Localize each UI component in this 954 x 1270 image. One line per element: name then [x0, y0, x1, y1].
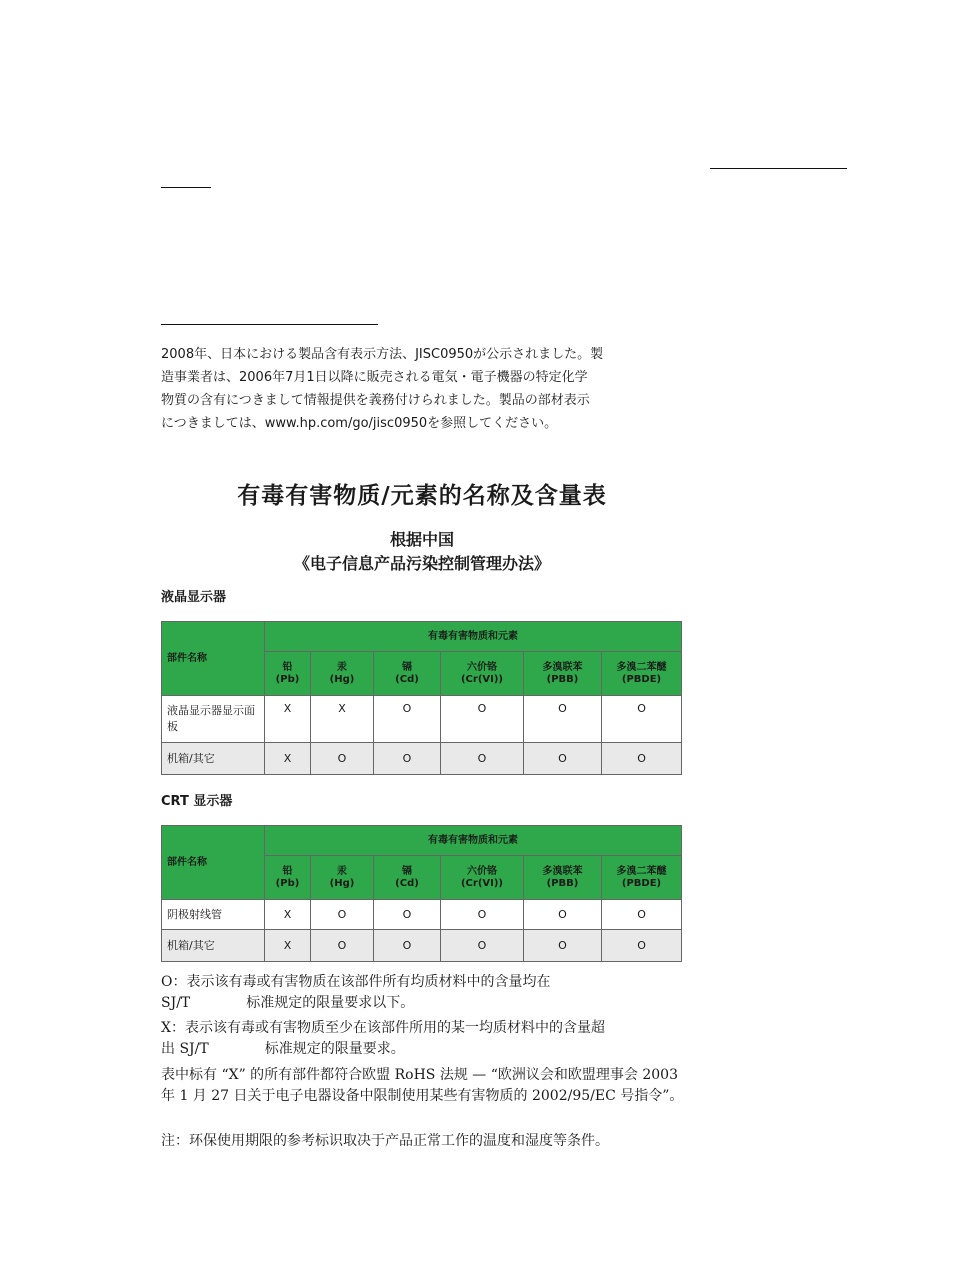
- note-o-definition: [161, 972, 691, 1014]
- note-o-line-2: [161, 993, 691, 1014]
- note-x-definition: [161, 1018, 691, 1060]
- standard-ref: 出 SJ/T: [161, 1041, 209, 1057]
- col-en: (PBB): [546, 673, 579, 685]
- col-header-pbde: [602, 856, 682, 900]
- value-cell: O: [311, 930, 374, 962]
- value-cell: O: [374, 696, 441, 743]
- section-label-lcd: 液晶显示器: [161, 590, 227, 605]
- value-cell: X: [311, 696, 374, 743]
- value-cell: O: [602, 743, 682, 775]
- table-row: [162, 696, 682, 743]
- col-cn: 铅: [282, 661, 293, 673]
- part-name: 阴极射线管: [162, 900, 265, 930]
- col-header-cd: [374, 652, 441, 696]
- footnote: 注：环保使用期限的参考标识取决于产品正常工作的温度和湿度等条件。: [161, 1133, 609, 1149]
- col-header-pb: [265, 856, 311, 900]
- col-header-pbde: [602, 652, 682, 696]
- col-cn: 六价铬: [467, 865, 497, 877]
- value-cell: X: [265, 696, 311, 743]
- table-row: [162, 930, 682, 962]
- group-header: 有毒有害物质和元素: [265, 622, 682, 652]
- standard-ref: SJ/T: [161, 995, 191, 1011]
- col-cn: 汞: [337, 865, 347, 877]
- part-name: 机箱/其它: [162, 930, 265, 962]
- table-row: [162, 743, 682, 775]
- value-cell: X: [265, 900, 311, 930]
- value-cell: O: [524, 696, 602, 743]
- col-en: (Cd): [395, 877, 419, 889]
- group-header: 有毒有害物质和元素: [265, 826, 682, 856]
- table-row: [162, 900, 682, 930]
- col-en: (PBDE): [621, 877, 662, 889]
- subtitle-line-1: 根据中国: [389, 530, 454, 549]
- value-cell: O: [311, 900, 374, 930]
- value-cell: O: [602, 930, 682, 962]
- col-en: (Cr(VI)): [460, 877, 503, 889]
- value-cell: O: [311, 743, 374, 775]
- col-header-pbb: [524, 856, 602, 900]
- value-cell: O: [441, 930, 524, 962]
- part-name: 液晶显示器显示面板: [162, 696, 265, 743]
- value-cell: X: [265, 743, 311, 775]
- part-name: 机箱/其它: [162, 743, 265, 775]
- col-header-cr6: [441, 856, 524, 900]
- col-cn: 多溴联苯: [542, 865, 583, 877]
- value-cell: O: [602, 696, 682, 743]
- col-cn: 汞: [337, 661, 347, 673]
- note-o-line-2-text: 标准规定的限量要求以下。: [246, 995, 415, 1011]
- value-cell: O: [524, 900, 602, 930]
- col-en: (PBB): [546, 877, 579, 889]
- col-en: (Cd): [395, 673, 419, 685]
- col-cn: 多溴联苯: [542, 661, 583, 673]
- note-x-line-2: [161, 1039, 691, 1060]
- part-name-header: 部件名称: [162, 622, 265, 696]
- col-cn: 多溴二苯醚: [616, 661, 667, 673]
- col-header-hg: [311, 856, 374, 900]
- divider-footnote: [161, 324, 378, 325]
- col-header-cr6: [441, 652, 524, 696]
- note-rohs: 表中标有 “X” 的所有部件都符合欧盟 RoHS 法规 — “欧洲议会和欧盟理事会 2003 年 1 月 27 日关于电子电器设备中限制使用某些有害物质的 2002/95/EC 号指令”。: [161, 1067, 684, 1104]
- col-en: (Hg): [329, 673, 355, 685]
- col-en: (Hg): [329, 877, 355, 889]
- value-cell: O: [374, 900, 441, 930]
- value-cell: X: [265, 930, 311, 962]
- col-header-hg: [311, 652, 374, 696]
- value-cell: O: [374, 930, 441, 962]
- note-o-line-1: O：表示该有毒或有害物质在该部件所有均质材料中的含量均在: [161, 974, 551, 990]
- col-header-cd: [374, 856, 441, 900]
- part-name-header: 部件名称: [162, 826, 265, 900]
- col-en: (PBDE): [621, 673, 662, 685]
- col-en: (Pb): [275, 673, 300, 685]
- substance-table-lcd: [161, 621, 682, 775]
- note-x-line-1: X：表示该有毒或有害物质至少在该部件所用的某一均质材料中的含量超: [161, 1020, 605, 1036]
- value-cell: O: [374, 743, 441, 775]
- col-en: (Cr(VI)): [460, 673, 503, 685]
- col-header-pbb: [524, 652, 602, 696]
- substance-table-crt: [161, 825, 682, 962]
- page-title: 有毒有害物质/元素的名称及含量表: [237, 483, 607, 509]
- value-cell: O: [441, 696, 524, 743]
- divider-top-left: [161, 187, 211, 188]
- col-header-pb: [265, 652, 311, 696]
- col-en: (Pb): [275, 877, 300, 889]
- col-cn: 镉: [402, 865, 412, 877]
- col-cn: 镉: [402, 661, 412, 673]
- jp-notice-paragraph: 2008年、日本における製品含有表示方法、JISC0950が公示されました。製 造事業者は、2006年7月1日以降に販売される電気・電子機器の特定化学 物質の含有につきまして情報提供を義務付けられました。製品の部材表示 につきましては、www.hp.com/go/jisc0950を参照してください。: [161, 347, 604, 431]
- col-cn: 多溴二苯醚: [616, 865, 667, 877]
- value-cell: O: [441, 900, 524, 930]
- note-x-line-2-text: 标准规定的限量要求。: [264, 1041, 405, 1057]
- col-cn: 六价铬: [467, 661, 497, 673]
- value-cell: O: [441, 743, 524, 775]
- value-cell: O: [524, 930, 602, 962]
- value-cell: O: [602, 900, 682, 930]
- divider-top-right: [710, 168, 847, 169]
- section-label-crt: CRT 显示器: [161, 794, 233, 809]
- subtitle-line-2: 《电子信息产品污染控制管理办法》: [293, 554, 550, 573]
- col-cn: 铅: [282, 865, 293, 877]
- value-cell: O: [524, 743, 602, 775]
